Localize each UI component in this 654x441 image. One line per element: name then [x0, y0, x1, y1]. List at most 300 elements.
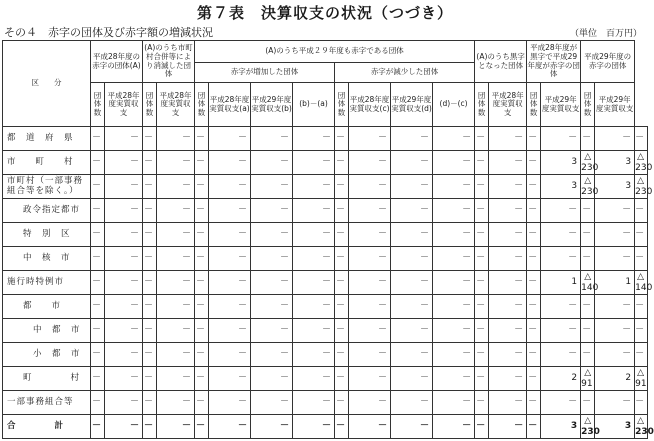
table-cell: －: [489, 127, 527, 151]
table-cell: －: [293, 391, 335, 415]
table-cell: －: [195, 199, 209, 223]
table-cell: －: [195, 343, 209, 367]
table-cell: －: [293, 295, 335, 319]
table-cell: －: [195, 151, 209, 175]
table-cell: －: [143, 295, 157, 319]
table-cell: －: [433, 319, 475, 343]
table-cell: －: [433, 199, 475, 223]
table-row: [3, 391, 648, 415]
table-cell: －: [335, 271, 349, 295]
table-cell: －: [105, 247, 143, 271]
table-cell: －: [595, 127, 635, 151]
table-cell: －: [335, 247, 349, 271]
table-cell: －: [475, 319, 489, 343]
table-cell: △ 91: [635, 368, 654, 389]
table-cell: －: [541, 295, 581, 319]
table-cell: －: [635, 391, 648, 415]
table-cell: －: [489, 367, 527, 391]
table-cell: －: [391, 391, 433, 415]
table-cell: －: [489, 247, 527, 271]
table-cell: －: [293, 319, 335, 343]
table-cell: －: [195, 247, 209, 271]
table-cell: －: [91, 175, 105, 199]
table-cell: －: [541, 199, 581, 223]
table-cell: －: [105, 199, 143, 223]
table-cell: －: [391, 199, 433, 223]
table-cell: －: [157, 415, 195, 439]
table-cell: －: [335, 175, 349, 199]
table-cell: －: [91, 295, 105, 319]
header-count: 団体数: [581, 83, 595, 127]
table-body: [3, 127, 654, 439]
table-cell: －: [105, 391, 143, 415]
table-cell: △ 230: [635, 176, 653, 197]
table-cell: －: [391, 247, 433, 271]
table-cell: －: [251, 271, 293, 295]
table-cell: －: [433, 415, 475, 439]
table-cell: －: [391, 271, 433, 295]
table-cell: －: [581, 391, 595, 415]
row-label: 特 別 区: [3, 223, 91, 247]
table-cell: －: [209, 199, 251, 223]
unit-label: （単位 百万円）: [569, 29, 642, 39]
table-cell: －: [527, 151, 541, 175]
table-cell: －: [195, 319, 209, 343]
row-label: 施行時特例市: [3, 271, 91, 295]
table-cell: －: [251, 367, 293, 391]
row-label: 市 町 村: [3, 151, 91, 175]
table-cell: －: [105, 415, 143, 439]
table-cell: －: [475, 295, 489, 319]
table-cell: －: [475, 367, 489, 391]
table-cell: －: [433, 343, 475, 367]
table-cell: －: [157, 247, 195, 271]
table-cell: －: [209, 295, 251, 319]
table-cell: －: [475, 271, 489, 295]
table-cell: －: [157, 223, 195, 247]
table-cell: －: [541, 247, 581, 271]
table-cell: －: [433, 271, 475, 295]
row-label: 町 村: [3, 367, 91, 391]
table-cell: －: [581, 127, 595, 151]
table-cell: 3: [541, 151, 581, 175]
table-cell: －: [349, 415, 391, 439]
table-cell: －: [581, 199, 595, 223]
table-cell: －: [91, 127, 105, 151]
table-cell: －: [143, 151, 157, 175]
table-cell: －: [157, 175, 195, 199]
header-h28-real: 平成28年度実質収支: [157, 83, 195, 127]
table-cell: －: [209, 343, 251, 367]
table-cell: －: [251, 391, 293, 415]
table-cell: －: [157, 271, 195, 295]
table-cell: －: [209, 127, 251, 151]
table-cell: －: [349, 295, 391, 319]
table-cell: －: [489, 175, 527, 199]
table-cell: －: [335, 151, 349, 175]
table-cell: －: [391, 415, 433, 439]
table-cell: －: [433, 223, 475, 247]
table-cell: －: [195, 271, 209, 295]
table-cell: △ 230: [635, 152, 653, 173]
header-count: 団体数: [527, 83, 541, 127]
header-b-minus-a: (b)－(a): [293, 83, 335, 127]
table-cell: －: [105, 271, 143, 295]
table-cell: －: [209, 175, 251, 199]
table-cell: －: [251, 223, 293, 247]
row-label: 政令指定都市: [3, 199, 91, 223]
table-cell: －: [105, 127, 143, 151]
table-row: [3, 223, 648, 247]
table-cell: －: [195, 223, 209, 247]
table-cell: －: [251, 175, 293, 199]
table-cell: －: [527, 343, 541, 367]
table-cell: －: [209, 151, 251, 175]
table-cell: －: [527, 415, 541, 439]
table-cell: －: [433, 247, 475, 271]
table-cell: －: [391, 175, 433, 199]
table-cell: －: [475, 223, 489, 247]
row-label: 都 市: [3, 295, 91, 319]
header-h28-real: 平成28年度実質収支: [105, 83, 143, 127]
table-cell: －: [157, 199, 195, 223]
table-row: [3, 415, 648, 439]
table-cell: －: [157, 127, 195, 151]
table-cell: △ 230: [581, 152, 599, 173]
table-cell: －: [91, 319, 105, 343]
table-cell: －: [595, 295, 635, 319]
table-cell: －: [527, 295, 541, 319]
table-cell: －: [635, 343, 648, 367]
table-cell: －: [433, 175, 475, 199]
table-row: [3, 271, 648, 295]
table-cell: －: [475, 247, 489, 271]
header-h29-deficit: 平成29年度の赤字の団体: [581, 41, 635, 83]
table-cell: －: [595, 343, 635, 367]
table-cell: －: [475, 415, 489, 439]
table-cell: －: [105, 367, 143, 391]
table-cell: －: [527, 319, 541, 343]
table-cell: －: [157, 391, 195, 415]
table-cell: －: [391, 295, 433, 319]
header-merged: (A)のうち市町村合併等により消滅した団体: [143, 41, 195, 83]
table-cell: －: [489, 151, 527, 175]
table-cell: －: [527, 391, 541, 415]
table-cell: －: [527, 223, 541, 247]
table-cell: △ 230: [635, 416, 654, 437]
table-cell: －: [293, 247, 335, 271]
table-cell: △ 140: [635, 272, 653, 293]
table-cell: －: [293, 199, 335, 223]
table-cell: －: [209, 391, 251, 415]
header-h29-real: 平成29年度実質収支: [541, 83, 581, 127]
table-cell: －: [581, 223, 595, 247]
table-cell: －: [91, 199, 105, 223]
table-cell: －: [489, 295, 527, 319]
table-cell: －: [105, 223, 143, 247]
table-cell: －: [541, 223, 581, 247]
header-d-minus-c: (d)－(c): [433, 83, 475, 127]
table-cell: －: [143, 271, 157, 295]
table-cell: －: [209, 271, 251, 295]
table-cell: －: [251, 151, 293, 175]
table-cell: －: [581, 247, 595, 271]
table-cell: －: [595, 319, 635, 343]
table-cell: －: [489, 223, 527, 247]
table-cell: －: [541, 343, 581, 367]
table-cell: －: [251, 319, 293, 343]
table-cell: －: [391, 367, 433, 391]
table-cell: －: [209, 223, 251, 247]
table-row: [3, 127, 648, 151]
table-cell: －: [433, 127, 475, 151]
header-h29-real: 平成29年度実質収支: [595, 83, 635, 127]
table-row: [3, 343, 648, 367]
table-cell: －: [335, 295, 349, 319]
table-cell: －: [157, 343, 195, 367]
table-cell: －: [105, 175, 143, 199]
header-decrease: 赤字が減少した団体: [335, 63, 475, 83]
table-cell: －: [349, 199, 391, 223]
table-cell: －: [143, 223, 157, 247]
table-cell: －: [335, 223, 349, 247]
header-count: 団体数: [475, 83, 489, 127]
table-cell: －: [91, 223, 105, 247]
header-h28-deficit: 平成28年度の赤字の団体(A): [91, 41, 143, 83]
table-cell: －: [541, 319, 581, 343]
table-cell: △ 140: [581, 272, 599, 293]
table-cell: －: [527, 175, 541, 199]
table-cell: －: [157, 295, 195, 319]
row-label: 都 道 府 県: [3, 127, 91, 151]
table-cell: －: [391, 223, 433, 247]
table-cell: －: [391, 151, 433, 175]
table-cell: －: [335, 343, 349, 367]
table-cell: －: [105, 295, 143, 319]
table-cell: －: [475, 391, 489, 415]
table-cell: －: [143, 247, 157, 271]
table-cell: －: [433, 391, 475, 415]
table-cell: －: [595, 391, 635, 415]
table-cell: －: [293, 223, 335, 247]
table-cell: －: [489, 319, 527, 343]
row-label: 小 都 市: [3, 343, 91, 367]
table-cell: －: [489, 415, 527, 439]
table-cell: －: [349, 391, 391, 415]
table-cell: －: [527, 127, 541, 151]
table-cell: －: [635, 127, 648, 151]
table-cell: 3: [595, 415, 635, 439]
table-cell: －: [433, 151, 475, 175]
table-cell: －: [91, 247, 105, 271]
table-cell: －: [349, 319, 391, 343]
table-cell: －: [391, 343, 433, 367]
table-cell: －: [91, 367, 105, 391]
table-cell: －: [293, 151, 335, 175]
table-cell: －: [91, 391, 105, 415]
table-cell: △ 91: [581, 368, 601, 389]
table-cell: －: [335, 415, 349, 439]
table-row: [3, 199, 648, 223]
table-cell: －: [527, 367, 541, 391]
table-row: [3, 367, 648, 391]
table-cell: －: [143, 415, 157, 439]
deficit-table: [2, 40, 654, 439]
table-cell: －: [349, 151, 391, 175]
table-cell: －: [143, 319, 157, 343]
row-label: 中 核 市: [3, 247, 91, 271]
table-cell: －: [335, 199, 349, 223]
table-row: [3, 151, 648, 175]
header-h29-real-d: 平成29年度実質収支(d): [391, 83, 433, 127]
table-cell: －: [251, 247, 293, 271]
table-cell: －: [349, 271, 391, 295]
table-cell: －: [91, 343, 105, 367]
table-cell: －: [195, 367, 209, 391]
table-cell: －: [489, 271, 527, 295]
table-cell: －: [349, 175, 391, 199]
table-cell: －: [91, 415, 105, 439]
header-count: 団体数: [195, 83, 209, 127]
table-cell: 2: [595, 367, 635, 391]
table-row: [3, 175, 648, 199]
row-label: 合 計: [3, 415, 91, 439]
table-cell: －: [335, 391, 349, 415]
table-cell: －: [157, 151, 195, 175]
table-cell: －: [489, 391, 527, 415]
table-cell: －: [349, 127, 391, 151]
table-cell: 3: [595, 151, 635, 175]
table-cell: －: [335, 319, 349, 343]
table-cell: －: [595, 247, 635, 271]
header-black-to-red: 平成28年度が黒字で平成29年度が赤字の団体: [527, 41, 581, 83]
table-cell: －: [157, 367, 195, 391]
table-cell: －: [335, 367, 349, 391]
table-row: [3, 295, 648, 319]
header-to-black: (A)のうち黒字となった団体: [475, 41, 527, 83]
table-cell: －: [475, 175, 489, 199]
table-cell: －: [209, 319, 251, 343]
table-cell: －: [595, 199, 635, 223]
table-cell: －: [251, 415, 293, 439]
table-cell: －: [143, 127, 157, 151]
header-count: 団体数: [91, 83, 105, 127]
row-label: 中 都 市: [3, 319, 91, 343]
table-cell: 1: [595, 271, 635, 295]
table-cell: 3: [595, 175, 635, 199]
table-cell: －: [293, 127, 335, 151]
table-cell: －: [293, 367, 335, 391]
table-cell: －: [489, 343, 527, 367]
table-cell: －: [91, 271, 105, 295]
table-cell: －: [335, 127, 349, 151]
table-cell: －: [293, 271, 335, 295]
table-cell: －: [635, 199, 648, 223]
page-title: 第７表 決算収支の状況（つづき）: [196, 4, 453, 22]
table-cell: －: [143, 199, 157, 223]
table-cell: －: [433, 367, 475, 391]
header-count: 団体数: [335, 83, 349, 127]
table-cell: －: [475, 151, 489, 175]
table-cell: －: [195, 127, 209, 151]
table-cell: －: [105, 151, 143, 175]
table-cell: －: [635, 295, 648, 319]
header-h28-real: 平成28年度実質収支: [489, 83, 527, 127]
table-cell: △ 230: [581, 176, 599, 197]
table-subtitle: その４ 赤字の団体及び赤字額の増減状況: [4, 26, 213, 39]
table-cell: －: [475, 127, 489, 151]
header-region: 区 分: [3, 41, 91, 127]
table-cell: －: [143, 175, 157, 199]
header-h28-real-a: 平成28年度実質収支(a): [209, 83, 251, 127]
table-cell: －: [349, 223, 391, 247]
table-cell: －: [581, 295, 595, 319]
table-cell: △ 230: [581, 416, 600, 437]
table-cell: －: [251, 199, 293, 223]
table-cell: －: [195, 391, 209, 415]
table-row: [3, 319, 648, 343]
table-cell: －: [541, 391, 581, 415]
table-cell: －: [581, 343, 595, 367]
table-cell: －: [293, 175, 335, 199]
table-cell: －: [475, 199, 489, 223]
table-cell: －: [105, 343, 143, 367]
table-cell: －: [209, 367, 251, 391]
table-cell: －: [209, 247, 251, 271]
header-h29-still: (A)のうち平成２９年度も赤字である団体: [195, 41, 475, 63]
table-cell: －: [527, 271, 541, 295]
table-cell: －: [157, 319, 195, 343]
table-row: [3, 247, 648, 271]
table-cell: －: [195, 295, 209, 319]
table-cell: －: [489, 199, 527, 223]
table-cell: －: [527, 199, 541, 223]
table-cell: －: [433, 295, 475, 319]
table-cell: －: [293, 343, 335, 367]
table-cell: －: [391, 319, 433, 343]
table-cell: －: [195, 175, 209, 199]
table-cell: －: [527, 247, 541, 271]
header-h29-real-b: 平成29年度実質収支(b): [251, 83, 293, 127]
header-h28-real-c: 平成28年度実質収支(c): [349, 83, 391, 127]
row-label: 一部事務組合等: [3, 391, 91, 415]
table-cell: －: [143, 343, 157, 367]
table-cell: －: [635, 247, 648, 271]
table-cell: －: [349, 247, 391, 271]
table-cell: －: [91, 151, 105, 175]
table-cell: －: [635, 223, 648, 247]
header-count: 団体数: [143, 83, 157, 127]
table-cell: －: [541, 127, 581, 151]
table-cell: －: [209, 415, 251, 439]
table-cell: －: [475, 343, 489, 367]
table-cell: －: [635, 319, 648, 343]
header-increase: 赤字が増加した団体: [195, 63, 335, 83]
table-cell: －: [143, 367, 157, 391]
row-label: 市町村（一部事務組合等を除く。）: [3, 175, 91, 199]
table-cell: －: [391, 127, 433, 151]
table-cell: －: [293, 415, 335, 439]
table-cell: －: [105, 319, 143, 343]
table-cell: 1: [541, 271, 581, 295]
table-cell: －: [349, 367, 391, 391]
table-cell: －: [251, 343, 293, 367]
table-cell: －: [195, 415, 209, 439]
table-cell: 3: [541, 415, 581, 439]
table-cell: －: [143, 391, 157, 415]
table-cell: 3: [541, 175, 581, 199]
table-cell: －: [349, 343, 391, 367]
